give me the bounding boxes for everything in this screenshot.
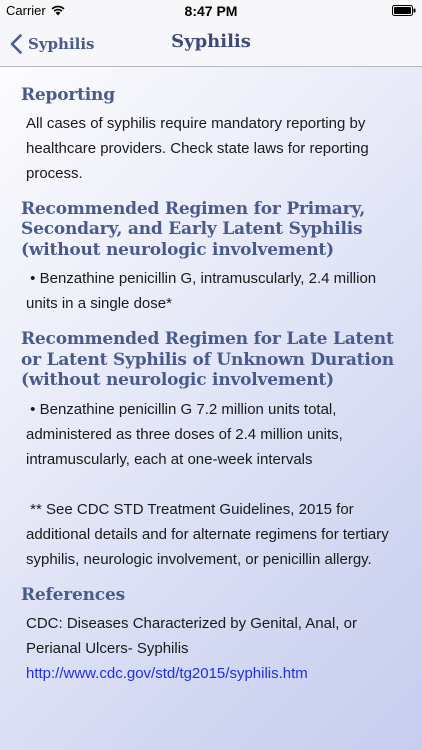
content-area[interactable]: [0, 72, 422, 750]
status-time: 8:47 PM: [184, 3, 238, 19]
reference-link[interactable]: http://www.cdc.gov/std/tg2015/syphilis.htm: [26, 665, 308, 682]
reporting-text: All cases of syphilis require mandatory reporting by healthcare providers. Check state laws for reporting process.: [26, 114, 369, 182]
guidelines-note: ** See CDC STD Treatment Guidelines, 2015 for additional details and for alternate regimens for tertiary syphilis, neurologic involvement, or penicillin allergy.: [26, 500, 393, 568]
primary-regimen-text: • Benzathine penicillin G, intramuscularly, 2.4 million units in a single dose*: [26, 270, 381, 312]
references-section: [21, 585, 400, 687]
carrier-label: Carrier: [6, 3, 46, 18]
status-bar: [0, 0, 422, 22]
late-regimen-section: [21, 329, 400, 572]
reporting-section: [21, 72, 400, 186]
reporting-heading: Reporting: [21, 85, 115, 105]
navigation-bar: [0, 22, 422, 67]
primary-regimen-heading: Recommended Regimen for Primary, Secondary, and Early Latent Syphilis (without neurologic involvement): [21, 198, 366, 260]
primary-regimen-section: [21, 199, 400, 317]
late-regimen-heading: Recommended Regimen for Late Latent or Latent Syphilis of Unknown Duration (without neurologic involvement): [21, 329, 394, 390]
references-heading: References: [21, 584, 125, 605]
back-button-label: Syphilis: [28, 35, 95, 53]
late-regimen-text: • Benzathine penicillin G 7.2 million units total, administered as three doses of 2.4 million units, intramuscularly, each at one-week intervals: [26, 400, 348, 468]
reference-link-line: [21, 661, 400, 686]
page-title: Syphilis: [171, 31, 251, 52]
battery-icon: [392, 5, 416, 16]
reference-text: CDC: Diseases Characterized by Genital, Anal, or Perianal Ulcers- Syphilis: [26, 615, 357, 657]
